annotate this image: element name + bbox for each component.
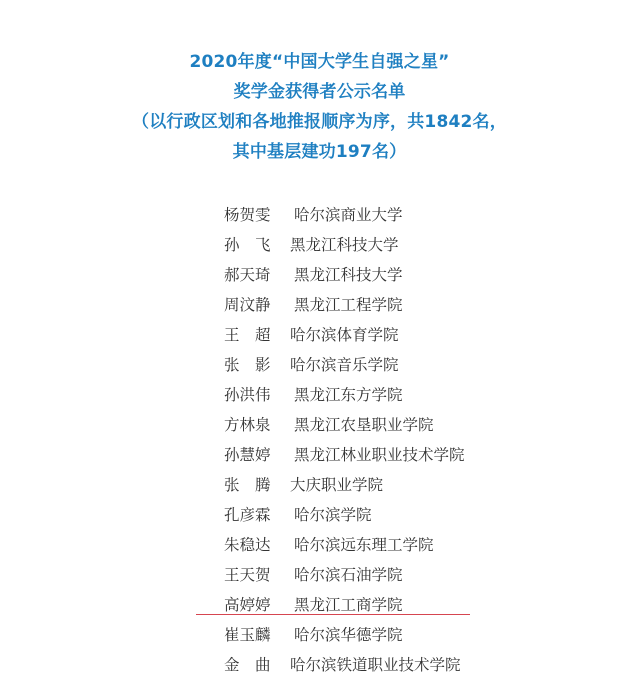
recipient-name: 杨贺雯	[224, 206, 271, 224]
list-item	[224, 320, 604, 350]
recipient-name: 高婷婷	[224, 596, 271, 614]
recipient-school: 哈尔滨铁道职业技术学院	[290, 656, 461, 674]
recipient-school: 黑龙江林业职业技术学院	[294, 446, 465, 464]
recipient-name: 孙慧婷	[224, 446, 271, 464]
heading-title: 2020年度“中国大学生自强之星”	[189, 52, 450, 72]
recipient-name: 张 影	[224, 356, 271, 374]
list-item	[224, 650, 604, 680]
recipient-school: 哈尔滨商业大学	[294, 206, 403, 224]
list-item	[224, 230, 604, 260]
recipient-school: 大庆职业学院	[290, 476, 384, 494]
recipient-school: 哈尔滨远东理工学院	[294, 536, 434, 554]
recipient-name: 崔玉麟	[224, 626, 271, 644]
list-item	[224, 440, 604, 470]
recipient-school: 哈尔滨学院	[294, 506, 372, 524]
recipient-name: 郝天琦	[224, 266, 271, 284]
list-item	[224, 200, 604, 230]
recipient-name: 孔彦霖	[224, 506, 271, 524]
list-item	[224, 260, 604, 290]
recipient-school: 黑龙江农垦职业学院	[294, 416, 434, 434]
recipient-school: 黑龙江工商学院	[294, 596, 403, 614]
recipient-name: 朱稳达	[224, 536, 271, 554]
recipient-school: 哈尔滨音乐学院	[290, 356, 399, 374]
recipient-school: 哈尔滨体育学院	[290, 326, 399, 344]
recipient-list	[224, 200, 604, 680]
list-item	[224, 410, 604, 440]
list-item	[224, 470, 604, 500]
recipient-school: 黑龙江科技大学	[290, 236, 399, 254]
recipient-name: 金 曲	[224, 656, 271, 674]
list-item	[224, 380, 604, 410]
recipient-name: 孙 飞	[224, 236, 271, 254]
recipient-school: 哈尔滨华德学院	[294, 626, 403, 644]
list-item	[224, 530, 604, 560]
heading-subtitle: 奖学金获得者公示名单	[233, 82, 406, 102]
list-item	[224, 620, 604, 650]
recipient-name: 孙洪伟	[224, 386, 271, 404]
recipient-school: 黑龙江科技大学	[294, 266, 403, 284]
heading-note: （以行政区划和各地推报顺序为序，共1842名，	[132, 112, 507, 132]
recipient-school: 哈尔滨石油学院	[294, 566, 403, 584]
list-item	[224, 290, 604, 320]
highlight-underline	[196, 614, 470, 615]
announcement-heading	[0, 47, 639, 167]
list-item	[224, 500, 604, 530]
recipient-name: 张 腾	[224, 476, 271, 494]
recipient-name: 周汶静	[224, 296, 271, 314]
list-item	[224, 590, 604, 620]
list-item	[224, 560, 604, 590]
list-item	[224, 350, 604, 380]
recipient-school: 黑龙江东方学院	[294, 386, 403, 404]
recipient-name: 方林泉	[224, 416, 271, 434]
heading-note-continued: 其中基层建功197名）	[232, 142, 407, 162]
recipient-name: 王天贺	[224, 566, 271, 584]
recipient-name: 王 超	[224, 326, 271, 344]
recipient-school: 黑龙江工程学院	[294, 296, 403, 314]
